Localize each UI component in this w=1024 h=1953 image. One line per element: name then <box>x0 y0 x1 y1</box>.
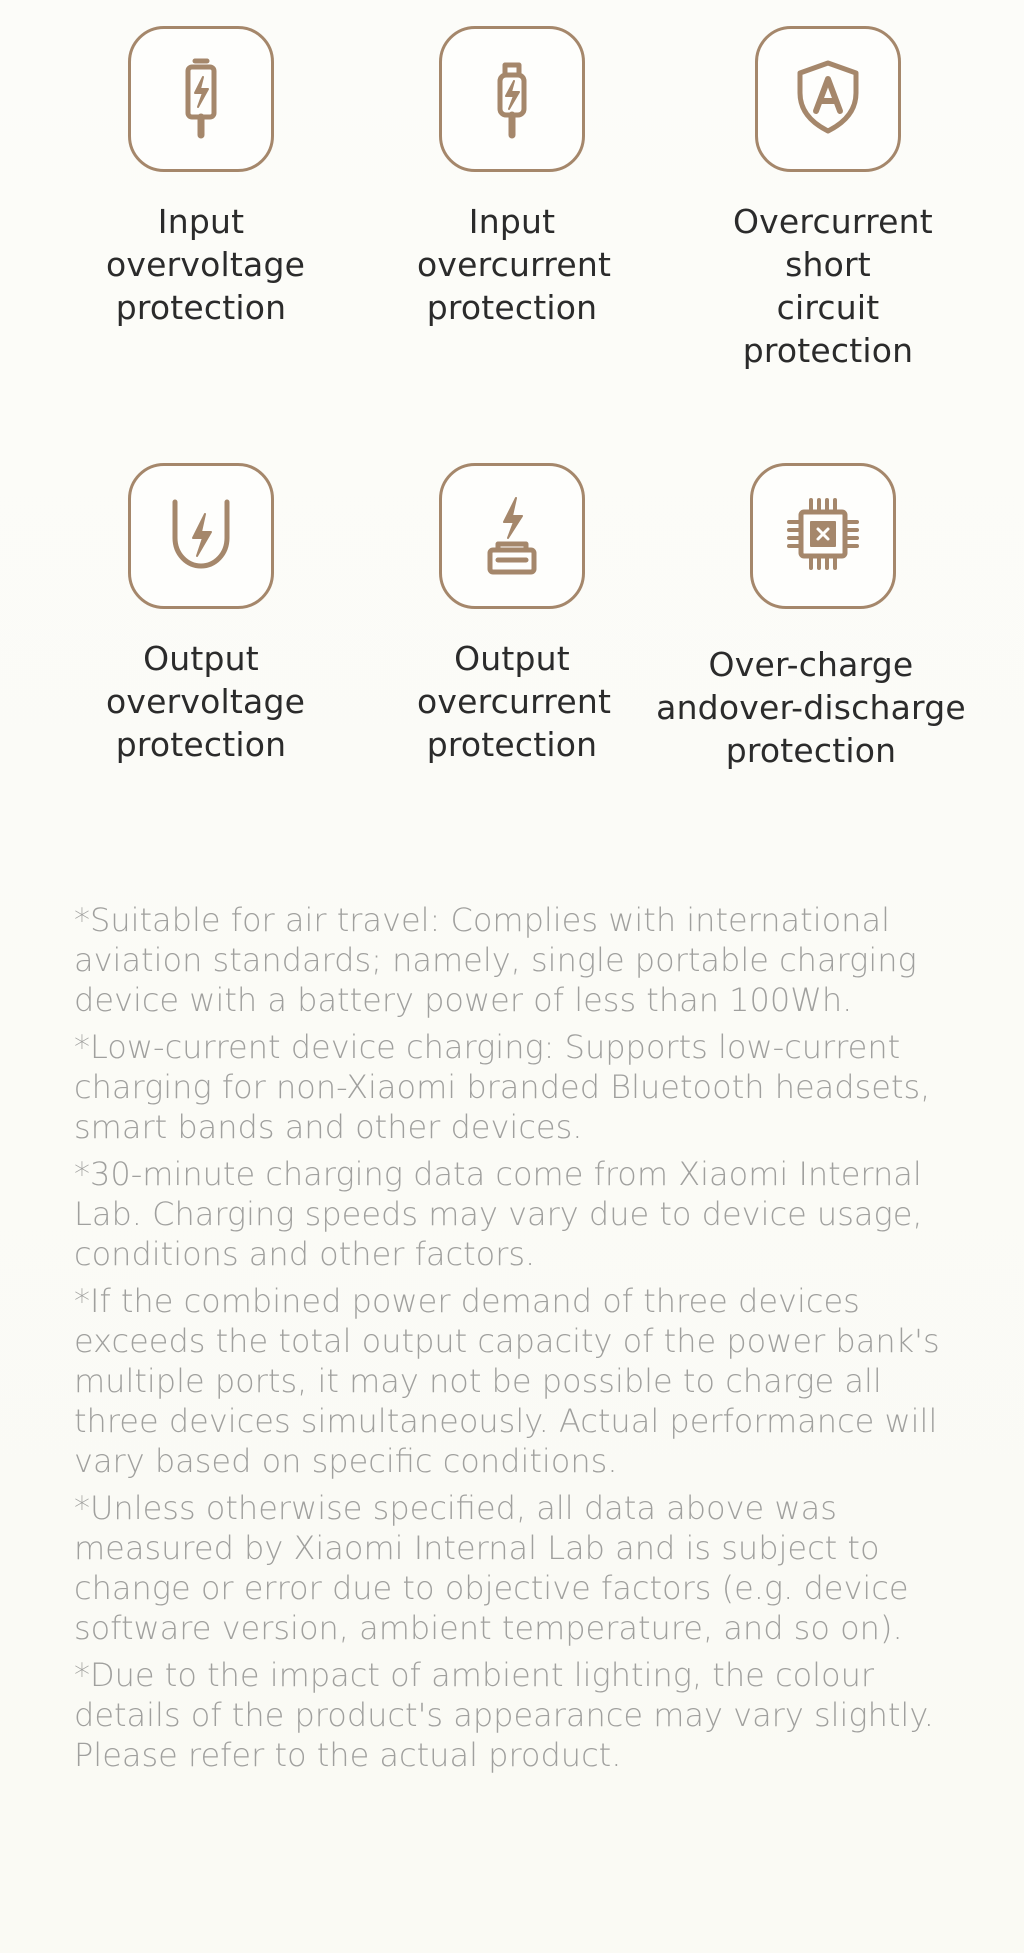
feature-label: Output overcurrent protection <box>417 639 612 764</box>
feature-input-overcurrent <box>417 26 612 329</box>
feature-input-overvoltage <box>106 26 306 329</box>
chip-icon <box>775 486 871 586</box>
feature-output-overvoltage <box>106 463 306 766</box>
feature-overcharge-overdischarge <box>656 463 966 772</box>
icon-frame <box>439 26 585 172</box>
footnote-colour-details: *Due to the impact of ambient lighting, the colour details of the product's appearance may vary slightly. Please refer to the actual product. <box>74 1656 934 1774</box>
icon-frame <box>128 463 274 609</box>
shield-a-icon <box>780 49 876 149</box>
battery-bolt-icon <box>153 49 249 149</box>
charger-bolt-icon <box>464 486 560 586</box>
icon-frame <box>439 463 585 609</box>
footnote-air-travel: *Suitable for air travel: Complies with international aviation standards; namely, single portable charging device with a battery power of less than 100Wh. <box>74 901 917 1019</box>
icon-frame <box>128 26 274 172</box>
footnote-charging-data: *30-minute charging data come from Xiaomi Internal Lab. Charging speeds may vary due to device usage, conditions and other factors. <box>74 1155 923 1273</box>
feature-label: Overcurrent short circuit protection <box>733 202 933 370</box>
plug-bolt-icon <box>464 49 560 149</box>
footnotes <box>74 900 974 1782</box>
feature-label: Output overvoltage protection <box>106 639 306 764</box>
icon-frame <box>755 26 901 172</box>
footnote-combined-power: *If the combined power demand of three devices exceeds the total output capacity of the power bank's multiple ports, it may not be possible to charge all three devices simultaneously. Actual performance will vary based on specific conditions. <box>74 1282 940 1480</box>
feature-label: Input overcurrent protection <box>417 202 612 327</box>
u-bolt-icon <box>153 486 249 586</box>
feature-label: Input overvoltage protection <box>106 202 306 327</box>
feature-overcurrent-short-circuit <box>733 26 933 372</box>
footnote-lab-data: *Unless otherwise specified, all data above was measured by Xiaomi Internal Lab and is subject to change or error due to objective factors (e.g. device software version, ambient temperature, and so on). <box>74 1489 909 1647</box>
footnote-low-current: *Low-current device charging: Supports low-current charging for non-Xiaomi branded Bluetooth headsets, smart bands and other devices. <box>74 1028 931 1146</box>
icon-frame <box>750 463 896 609</box>
feature-output-overcurrent <box>417 463 612 766</box>
feature-label: Over-charge andover-discharge protection <box>656 645 966 770</box>
